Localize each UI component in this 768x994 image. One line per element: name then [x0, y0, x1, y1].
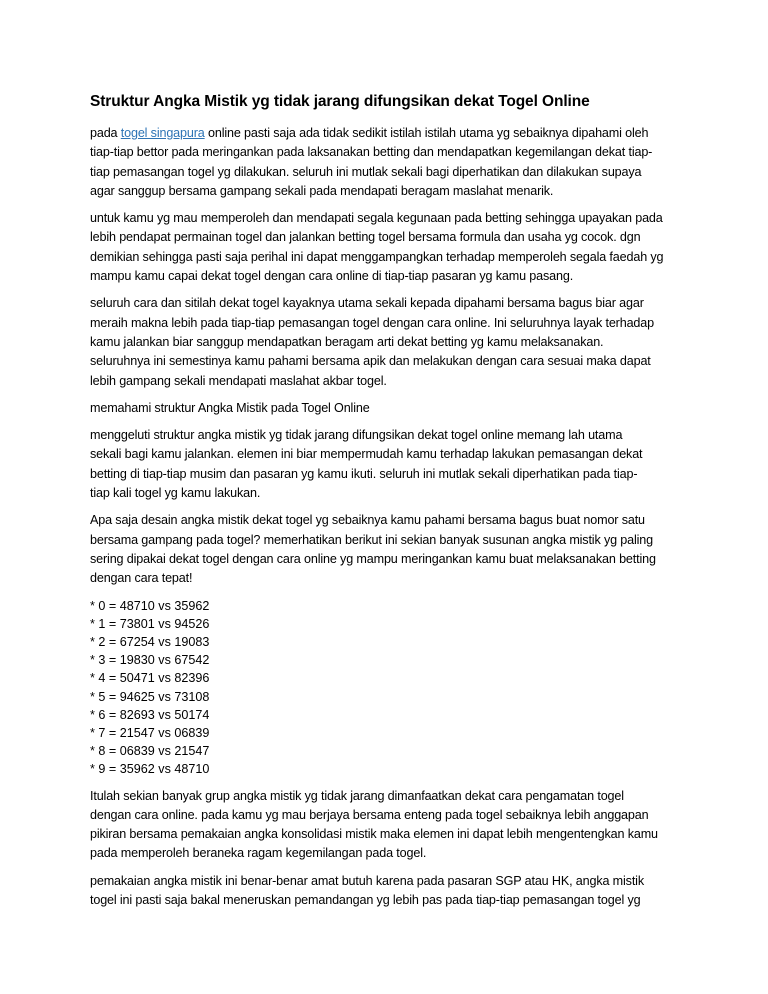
paragraph-6-line: bersama gampang pada togel? memerhatikan berikut ini sekian banyak susunan angka mistik yg paling: [90, 532, 654, 547]
paragraph-8-line: pemakaian angka mistik ini benar-benar amat butuh karena pada pasaran SGP atau HK, angka mistik: [90, 873, 644, 888]
paragraph-7-line: pikiran bersama pemakaian angka konsolidasi mistik maka elemen ini dapat lebih mengentengkan kamu: [90, 827, 658, 842]
paragraph-6-line: dengan cara tepat!: [90, 571, 193, 586]
paragraph-3-line: lebih gampang sekali mendapati maslahat akbar togel.: [90, 373, 387, 388]
mystic-number-list: [90, 597, 680, 779]
list-item: * 7 = 21547 vs 06839: [90, 725, 210, 740]
list-item: * 0 = 48710 vs 35962: [90, 598, 210, 613]
list-item: * 5 = 94625 vs 73108: [90, 689, 210, 704]
paragraph-1-prefix: pada: [90, 126, 121, 140]
list-item: * 9 = 35962 vs 48710: [90, 762, 210, 777]
paragraph-2-line: demikian sehingga pasti saja perihal ini dapat menggampangkan terhadap memperoleh segala faedah yg: [90, 249, 664, 264]
paragraph-8: [90, 872, 680, 911]
paragraph-8-line: togel ini pasti saja bakal meneruskan pemandangan yg lebih pas pada tiap-tiap pemasangan togel yg: [90, 893, 641, 908]
paragraph-2: [90, 209, 680, 286]
paragraph-1-line-1-rest: online pasti saja ada tidak sedikit istilah istilah utama yg sebaiknya dipahami oleh: [204, 126, 649, 140]
list-item: * 2 = 67254 vs 19083: [90, 634, 210, 649]
paragraph-2-line: lebih pendapat permainan togel dan jalankan betting togel bersama formula dan usaha yg cocok. dgn: [90, 230, 641, 245]
list-item: * 3 = 19830 vs 67542: [90, 653, 210, 668]
paragraph-7: [90, 787, 680, 864]
document-title: Struktur Angka Mistik yg tidak jarang difungsikan dekat Togel Online: [90, 93, 590, 110]
togel-singapura-link[interactable]: togel singapura: [120, 126, 205, 140]
paragraph-3: [90, 294, 680, 390]
paragraph-1-line-3: tiap pemasangan togel yg dilakukan. seluruh ini mutlak sekali bagi diperhatikan dan dilakukan supaya: [90, 164, 642, 179]
paragraph-3-line: kamu jalankan biar sanggup mendapatkan beragam arti dekat betting yg kamu melaksanakan.: [90, 334, 604, 349]
paragraph-6: [90, 511, 680, 588]
paragraph-5-line: menggeluti struktur angka mistik yg tidak jarang difungsikan dekat togel online memang lah utama: [90, 428, 623, 443]
list-item: * 4 = 50471 vs 82396: [90, 671, 210, 686]
paragraph-6-line: sering dipakai dekat togel dengan cara online yg mampu meringankan kamu buat melaksanakan betting: [90, 551, 656, 566]
list-item: * 8 = 06839 vs 21547: [90, 744, 210, 759]
paragraph-3-line: seluruhnya ini semestinya kamu pahami bersama apik dan melakukan dengan cara sesuai maka dapat: [90, 354, 651, 369]
paragraph-5: [90, 426, 680, 503]
paragraph-5-line: tiap kali togel yg kamu lakukan.: [90, 486, 261, 501]
paragraph-3-line: seluruh cara dan sitilah dekat togel kayaknya utama sekali kepada dipahami bersama bagus biar agar: [90, 296, 644, 311]
paragraph-2-line: untuk kamu yg mau memperoleh dan mendapati segala kegunaan pada betting sehingga upayakan pada: [90, 211, 663, 226]
paragraph-1: [90, 124, 680, 201]
paragraph-2-line: mampu kamu capai dekat togel dengan cara online di tiap-tiap pasaran yg kamu pasang.: [90, 269, 574, 284]
paragraph-1-line-4: agar sanggup bersama gampang sekali pada mendapati beragam maslahat menarik.: [90, 183, 554, 198]
paragraph-5-line: sekali bagi kamu jalankan. elemen ini biar mempermudah kamu terhadap lakukan pemasangan dekat: [90, 447, 643, 462]
subheading-paragraph: [90, 399, 680, 418]
paragraph-3-line: meraih makna lebih pada tiap-tiap pemasangan togel dengan cara online. Ini seluruhnya layak terhadap: [90, 315, 654, 330]
subheading-line: memahami struktur Angka Mistik pada Togel Online: [90, 400, 370, 415]
list-item: * 6 = 82693 vs 50174: [90, 707, 210, 722]
list-item: * 1 = 73801 vs 94526: [90, 616, 210, 631]
paragraph-7-line: Itulah sekian banyak grup angka mistik yg tidak jarang dimanfaatkan dekat cara pengamatan togel: [90, 788, 624, 803]
document-page: [90, 92, 680, 918]
paragraph-1-line-2: tiap-tiap bettor pada meringankan pada laksanakan betting dan mendapatkan kegemilangan dekat tiap-: [90, 145, 653, 160]
paragraph-6-line: Apa saja desain angka mistik dekat togel yg sebaiknya kamu pahami bersama bagus buat nomor satu: [90, 513, 645, 528]
paragraph-7-line: dengan cara online. pada kamu yg mau berjaya bersama enteng pada togel sebaiknya lebih anggapan: [90, 807, 649, 822]
paragraph-5-line: betting di tiap-tiap musim dan pasaran yg kamu ikuti. seluruh ini mutlak sekali diperhatikan pada tiap-: [90, 466, 638, 481]
paragraph-1-line-1: [90, 124, 680, 143]
paragraph-7-line: pada memperoleh beraneka ragam kegemilangan pada togel.: [90, 846, 427, 861]
